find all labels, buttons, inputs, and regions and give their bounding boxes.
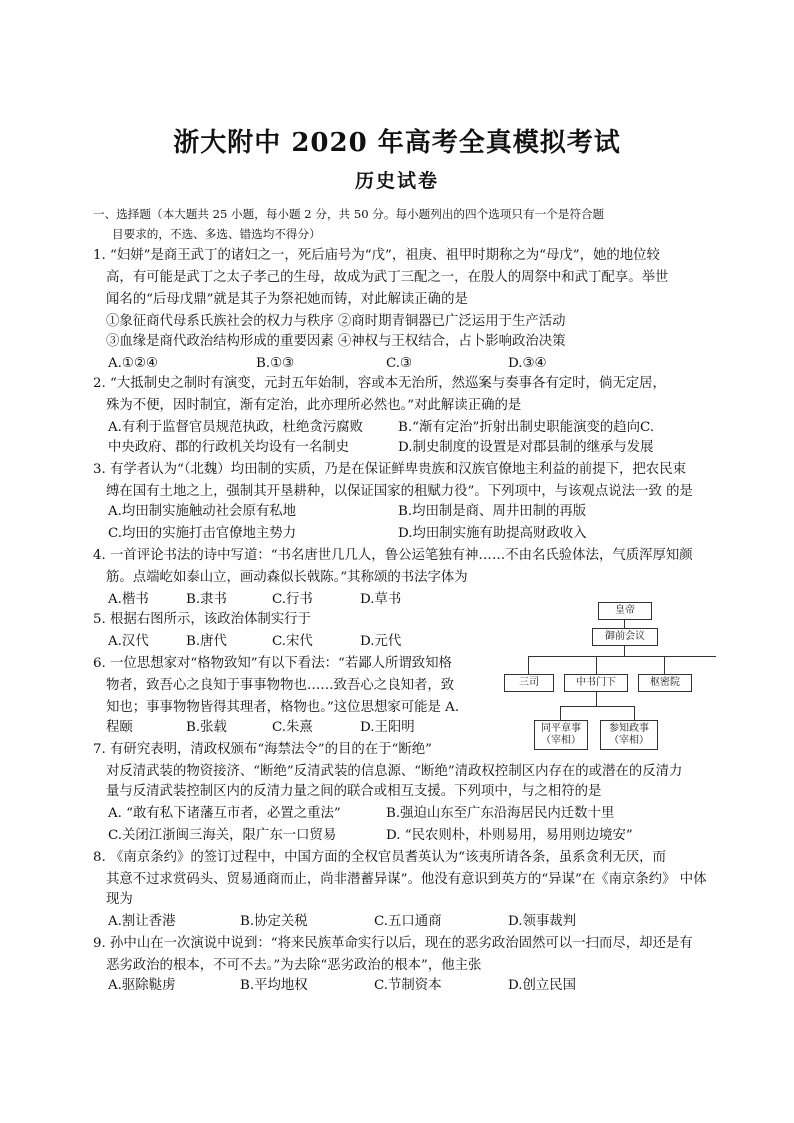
question-line: 殊为不便，因时制宜，渐有定治，此亦理所必然也。”对此解读正确的是 [106, 398, 522, 413]
node-pingzhang: 同平章事 （宰相） [534, 720, 588, 750]
question-line: 2. “大抵制史之制时有演变，元封五年始制，容或本无治所，然巡案与奏事各有定时，倘无定居， [93, 376, 666, 391]
question-line: 5. 根据右图所示，该政治体制实行于 [93, 612, 311, 627]
connector [560, 706, 634, 707]
option-b: B.隶书 [186, 592, 227, 607]
option-b: B.平均地权 [240, 978, 308, 993]
question-line: 缚在国有土地之上，强制其开垦耕种，以保证国家的租赋力役”。下列项中，与该观点说法一致 的是 [106, 484, 693, 499]
option-a: A. “敢有私下诸藩互市者，必置之重法” [108, 806, 341, 821]
option-c: C.③ [386, 356, 413, 371]
question-line: 闻名的“后母戊鼎”就是其子为祭祀她而铸，对此解读正确的是 [106, 292, 468, 307]
question-line: 7. 有研究表明，清政权颁布“海禁法令”的目的在于“断绝” [93, 742, 433, 757]
option-c: C.朱熹 [272, 720, 313, 735]
option-b: B.协定关税 [240, 914, 308, 929]
option-b: B.均田制是商、周井田制的再版 [398, 504, 587, 519]
question-line: 恶劣政治的根本，不可不去。”为去除“恶劣政治的根本”，他主张 [106, 958, 482, 973]
node-canzhi: 参知政事 （宰相） [600, 720, 658, 750]
question-line: 知也；事事物物皆得其理者，格物也。”这位思想家可能是 A. [106, 700, 460, 715]
connector [596, 656, 597, 674]
question-line: 1. “妇姘”是商王武丁的诸妇之一，死后庙号为“戊”，祖庚、祖甲时期称之为“母戊”，她的地位较 [93, 248, 660, 263]
connector [624, 646, 625, 656]
option-a: A.楷书 [108, 592, 149, 607]
option-c: C.节制资本 [374, 978, 442, 993]
option-a: 程颐 [106, 720, 133, 735]
option-d: D. “民农则朴，朴则易用，易用则边境安” [386, 828, 633, 843]
connector [560, 706, 561, 720]
option-d: D.均田制实施有助提高财政收入 [398, 526, 587, 541]
option-d: D.③④ [508, 356, 547, 371]
node-emperor: 皇帝 [598, 602, 652, 620]
question-line: 对反清武装的物资接济、“断绝”反清武装的信息源、“断绝”清政权控制区内存在的或潜在的反清力 [106, 764, 683, 779]
connector [664, 656, 665, 674]
option-c: C.行书 [272, 592, 313, 607]
option-d: D.创立民国 [508, 978, 577, 993]
political-structure-diagram [500, 600, 720, 760]
option-a: A.割让香港 [108, 914, 176, 929]
option-b: B.①③ [256, 356, 295, 371]
question-line: 其意不过求赏码头、贸易通商而止，尚非潜蓄异谋”。他没有意识到英方的“异谋”在《南京条约》 中体 [106, 872, 707, 887]
question-line: 6. 一位思想家对“格物致知”有以下看法：“若鄙人所谓致知格 [93, 656, 452, 671]
option-a: A.汉代 [108, 634, 149, 649]
option-a: A.驱除鞑虏 [108, 978, 176, 993]
option-c: C.关闭江浙闽三海关，限广东一口贸易 [108, 828, 337, 843]
question-line: 8. 《南京条约》的签订过程中，中国方面的全权官员耆英认为“该夷所请各条，虽系贪利无厌，而 [93, 850, 666, 865]
option-d: D.草书 [360, 592, 402, 607]
connector [596, 692, 597, 706]
option-c: C.均田的实施打击官僚地主势力 [108, 526, 297, 541]
option-a: A.有利于监督官员规范执政，杜绝贪污腐败 [108, 420, 363, 435]
option-c: 中央政府、郡的行政机关均设有一名制史 [108, 440, 350, 455]
option-c: C.宋代 [272, 634, 313, 649]
question-line: 筋。点端屹如泰山立，画动森似长戟陈。”其称颂的书法字体为 [106, 570, 468, 585]
section-heading: 一、选择题（本大题共 25 小题，每小题 2 分，共 50 分。每小题列出的四个选项只有一个是符合题 [93, 207, 605, 221]
option-c: C.五口通商 [374, 914, 442, 929]
question-line: 3. 有学者认为“（北魏）均田制的实质，乃是在保证鲜卑贵族和汉族官僚地主利益的前提下，把农民束 [93, 462, 686, 477]
node-shumi: 枢密院 [638, 674, 692, 692]
connector [528, 656, 716, 657]
option-d: D.王阳明 [360, 720, 415, 735]
question-line: 量与反清武装控制区内的反清力量之间的联合或相互支援。下列项中，与之相符的是 [106, 784, 602, 799]
connector [624, 620, 625, 628]
option-d: D.元代 [360, 634, 402, 649]
connector [528, 656, 529, 674]
option-b: B.“渐有定治”折射出制史职能演变的趋向C. [398, 420, 655, 435]
option-a: A.均田制实施触动社会原有私地 [108, 504, 297, 519]
option-d: D.领事裁判 [508, 914, 577, 929]
node-sansi: 三司 [504, 674, 554, 692]
question-line: ③血缘是商代政治结构形成的重要因素 ④神权与王权结合，占卜影响政治决策 [106, 334, 566, 349]
node-zhongshu: 中书门下 [564, 674, 628, 692]
option-b: B.张载 [186, 720, 227, 735]
option-b: B.唐代 [186, 634, 227, 649]
question-line: 高，有可能是武丁之太子孝己的生母，故成为武丁三配之一，在殷人的周祭中和武丁配享。举世 [106, 270, 669, 285]
option-b: B.强迫山东至广东沿海居民内迁数十里 [386, 806, 615, 821]
option-a: A.①②④ [108, 356, 158, 371]
section-heading-cont: 目要求的，不选、多选、错选均不得分） [112, 227, 321, 241]
connector [634, 706, 635, 720]
question-line: 4. 一首评论书法的诗中写道：“书名唐世几几人，鲁公运笔独有神……不由名氏验体法，气质浑厚知颜 [93, 548, 693, 563]
question-line: 9. 孙中山在一次演说中说到：“将来民族革命实行以后，现在的恶劣政治固然可以一扫而尽，却还是有 [93, 936, 693, 951]
question-line: 物者，致吾心之良知于事事物物也……致吾心之良知者，致 [106, 678, 455, 693]
option-d: D.制史制度的设置是对郡县制的继承与发展 [398, 440, 654, 455]
page-title: 浙大附中 2020 年高考全真模拟考试 [173, 128, 621, 158]
page-subtitle: 历史试卷 [354, 170, 439, 192]
question-line: 现为 [106, 892, 133, 907]
question-line: ①象征商代母系氏族社会的权力与秩序 ②商时期青铜器已广泛运用于生产活动 [106, 314, 566, 329]
node-council: 御前会议 [592, 628, 658, 646]
